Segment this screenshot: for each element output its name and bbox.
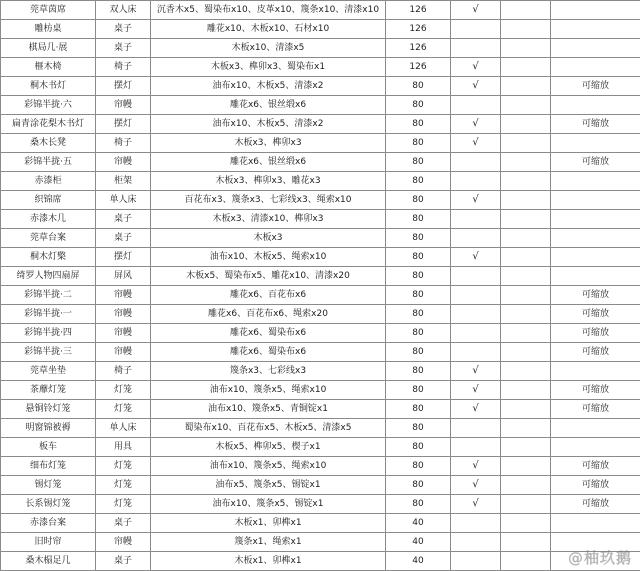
price-cell: 80 (386, 381, 451, 400)
price-cell: 80 (386, 457, 451, 476)
item-type-cell: 摆灯 (96, 77, 151, 96)
table-row (1, 134, 640, 153)
table-row (1, 419, 640, 438)
item-type-cell: 双人床 (96, 1, 151, 20)
empty-cell (501, 476, 551, 495)
item-type-cell: 单人床 (96, 191, 151, 210)
check-cell (451, 39, 501, 58)
price-cell: 80 (386, 400, 451, 419)
check-cell (451, 172, 501, 191)
check-cell: √ (451, 457, 501, 476)
note-cell (551, 96, 640, 115)
table-row (1, 362, 640, 381)
item-name-cell: 桑木榻足几 (1, 552, 96, 571)
price-cell: 80 (386, 362, 451, 381)
item-name-cell: 绮罗人物四扇屏 (1, 267, 96, 286)
materials-cell: 木板x3、榫卯x3 (151, 134, 386, 153)
item-name-cell: 赤漆柜 (1, 172, 96, 191)
item-type-cell: 柜架 (96, 172, 151, 191)
watermark: @柚玖鹅 (568, 547, 632, 568)
materials-cell: 油布x5、篾条x5、锡锭x1 (151, 476, 386, 495)
materials-cell: 蜀染布x10、百花布x5、木板x5、清漆x5 (151, 419, 386, 438)
item-name-cell: 榧木椅 (1, 58, 96, 77)
note-cell: 可缩放 (551, 77, 640, 96)
table-row (1, 96, 640, 115)
empty-cell (501, 115, 551, 134)
price-cell: 40 (386, 514, 451, 533)
item-type-cell: 灯笼 (96, 400, 151, 419)
empty-cell (501, 286, 551, 305)
check-cell: √ (451, 1, 501, 20)
check-cell (451, 533, 501, 552)
check-cell (451, 96, 501, 115)
empty-cell (501, 58, 551, 77)
price-cell: 80 (386, 324, 451, 343)
table-row (1, 58, 640, 77)
item-name-cell: 悬铜铃灯笼 (1, 400, 96, 419)
item-name-cell: 彩锦半拢·二 (1, 286, 96, 305)
note-cell: 可缩放 (551, 495, 640, 514)
table-row (1, 210, 640, 229)
note-cell (551, 267, 640, 286)
materials-cell: 篾条x1、绳索x1 (151, 533, 386, 552)
materials-cell: 油布x10、木板x5、清漆x2 (151, 115, 386, 134)
note-cell: 可缩放 (551, 343, 640, 362)
item-type-cell: 椅子 (96, 134, 151, 153)
note-cell (551, 229, 640, 248)
item-type-cell: 摆灯 (96, 248, 151, 267)
table-row (1, 400, 640, 419)
empty-cell (501, 134, 551, 153)
materials-cell: 木板x1、卯榫x1 (151, 514, 386, 533)
empty-cell (501, 552, 551, 571)
price-cell: 126 (386, 39, 451, 58)
empty-cell (501, 96, 551, 115)
item-name-cell: 扁青涂花梨木书灯 (1, 115, 96, 134)
materials-cell: 木板x5、榫卯x5、楔子x1 (151, 438, 386, 457)
note-cell: 可缩放 (551, 324, 640, 343)
item-type-cell: 桌子 (96, 552, 151, 571)
note-cell: 可缩放 (551, 457, 640, 476)
empty-cell (501, 381, 551, 400)
table-row (1, 514, 640, 533)
item-type-cell: 屏风 (96, 267, 151, 286)
price-cell: 126 (386, 58, 451, 77)
item-name-cell: 莞草茵席 (1, 1, 96, 20)
item-name-cell: 彩锦半拢·六 (1, 96, 96, 115)
item-name-cell: 板车 (1, 438, 96, 457)
materials-cell: 木板x1、卯榫x1 (151, 552, 386, 571)
note-cell: 可缩放 (551, 305, 640, 324)
materials-cell: 雕花x6、蜀染布x6 (151, 324, 386, 343)
item-type-cell: 椅子 (96, 58, 151, 77)
price-cell: 80 (386, 343, 451, 362)
item-name-cell: 旧时帘 (1, 533, 96, 552)
materials-cell: 雕花x6、银丝缎x6 (151, 153, 386, 172)
empty-cell (501, 533, 551, 552)
price-cell: 80 (386, 172, 451, 191)
note-cell: 可缩放 (551, 115, 640, 134)
note-cell (551, 172, 640, 191)
item-type-cell: 用具 (96, 438, 151, 457)
price-cell: 40 (386, 533, 451, 552)
materials-cell: 雕花x6、蜀染布x6 (151, 343, 386, 362)
empty-cell (501, 400, 551, 419)
table-row (1, 495, 640, 514)
price-cell: 80 (386, 438, 451, 457)
table-row (1, 191, 640, 210)
table-row (1, 39, 640, 58)
empty-cell (501, 438, 551, 457)
materials-cell: 木板x5、蜀染布x5、雕花x10、清漆x20 (151, 267, 386, 286)
item-name-cell: 赤漆台案 (1, 514, 96, 533)
item-type-cell: 帘幔 (96, 286, 151, 305)
check-cell: √ (451, 191, 501, 210)
note-cell: 可缩放 (551, 400, 640, 419)
empty-cell (501, 343, 551, 362)
check-cell: √ (451, 362, 501, 381)
item-type-cell: 单人床 (96, 419, 151, 438)
price-cell: 126 (386, 20, 451, 39)
item-name-cell: 彩锦半拢·五 (1, 153, 96, 172)
item-type-cell: 桌子 (96, 39, 151, 58)
note-cell (551, 39, 640, 58)
check-cell (451, 153, 501, 172)
price-cell: 80 (386, 305, 451, 324)
check-cell (451, 267, 501, 286)
item-name-cell: 桐木灯檠 (1, 248, 96, 267)
materials-cell: 沉香木x5、蜀染布x10、皮革x10、篾条x10、清漆x10 (151, 1, 386, 20)
item-type-cell: 灯笼 (96, 381, 151, 400)
item-type-cell: 帘幔 (96, 533, 151, 552)
price-cell: 80 (386, 419, 451, 438)
price-cell: 80 (386, 191, 451, 210)
price-cell: 80 (386, 115, 451, 134)
item-name-cell: 锡灯笼 (1, 476, 96, 495)
check-cell: √ (451, 476, 501, 495)
check-cell (451, 324, 501, 343)
note-cell (551, 20, 640, 39)
price-cell: 126 (386, 1, 451, 20)
item-name-cell: 雕枋桌 (1, 20, 96, 39)
materials-cell: 雕花x6、百花布x6 (151, 286, 386, 305)
note-cell (551, 1, 640, 20)
table-row (1, 153, 640, 172)
item-type-cell: 椅子 (96, 362, 151, 381)
item-type-cell: 桌子 (96, 210, 151, 229)
item-name-cell: 莞草台案 (1, 229, 96, 248)
item-name-cell: 桐木书灯 (1, 77, 96, 96)
empty-cell (501, 210, 551, 229)
check-cell (451, 343, 501, 362)
check-cell (451, 419, 501, 438)
materials-cell: 木板x3 (151, 229, 386, 248)
table-body (1, 1, 640, 571)
materials-cell: 木板x10、清漆x5 (151, 39, 386, 58)
empty-cell (501, 267, 551, 286)
check-cell: √ (451, 58, 501, 77)
note-cell (551, 58, 640, 77)
empty-cell (501, 191, 551, 210)
check-cell (451, 305, 501, 324)
item-name-cell: 明窗锦被褥 (1, 419, 96, 438)
item-type-cell: 帘幔 (96, 96, 151, 115)
empty-cell (501, 305, 551, 324)
empty-cell (501, 324, 551, 343)
item-name-cell: 彩锦半拢·四 (1, 324, 96, 343)
empty-cell (501, 20, 551, 39)
item-type-cell: 桌子 (96, 229, 151, 248)
table-row (1, 248, 640, 267)
check-cell (451, 20, 501, 39)
check-cell: √ (451, 115, 501, 134)
check-cell (451, 229, 501, 248)
materials-cell: 百花布x3、篾条x3、七彩线x3、绳索x10 (151, 191, 386, 210)
note-cell (551, 248, 640, 267)
item-type-cell: 帘幔 (96, 343, 151, 362)
materials-cell: 木板x3、榫卯x3、蜀染布x1 (151, 58, 386, 77)
item-type-cell: 桌子 (96, 20, 151, 39)
price-cell: 80 (386, 495, 451, 514)
table-row (1, 267, 640, 286)
materials-cell: 油布x10、木板x5、绳索x10 (151, 248, 386, 267)
materials-cell: 油布x10、篾条x5、绳索x10 (151, 457, 386, 476)
note-cell: 可缩放 (551, 286, 640, 305)
check-cell (451, 438, 501, 457)
table-row (1, 1, 640, 20)
check-cell (451, 552, 501, 571)
empty-cell (501, 362, 551, 381)
price-cell: 80 (386, 248, 451, 267)
price-cell: 80 (386, 77, 451, 96)
materials-cell: 油布x10、篾条x5、锡锭x1 (151, 495, 386, 514)
empty-cell (501, 495, 551, 514)
price-cell: 40 (386, 552, 451, 571)
check-cell: √ (451, 381, 501, 400)
table-row (1, 438, 640, 457)
note-cell: 可缩放 (551, 153, 640, 172)
check-cell: √ (451, 134, 501, 153)
note-cell (551, 210, 640, 229)
materials-cell: 木板x3、清漆x10、榫卯x3 (151, 210, 386, 229)
table-row (1, 286, 640, 305)
empty-cell (501, 248, 551, 267)
item-type-cell: 灯笼 (96, 495, 151, 514)
table-row (1, 115, 640, 134)
item-name-cell: 细布灯笼 (1, 457, 96, 476)
materials-cell: 油布x10、篾条x5、青铜锭x1 (151, 400, 386, 419)
materials-cell: 油布x10、篾条x5、绳索x10 (151, 381, 386, 400)
item-type-cell: 帘幔 (96, 305, 151, 324)
item-name-cell: 彩锦半拢·三 (1, 343, 96, 362)
materials-cell: 油布x10、木板x5、清漆x2 (151, 77, 386, 96)
note-cell (551, 134, 640, 153)
empty-cell (501, 229, 551, 248)
item-name-cell: 彩锦半拢·一 (1, 305, 96, 324)
table-row (1, 533, 640, 552)
item-name-cell: 莞草坐垫 (1, 362, 96, 381)
price-cell: 80 (386, 134, 451, 153)
price-cell: 80 (386, 267, 451, 286)
item-name-cell: 棋局几·展 (1, 39, 96, 58)
empty-cell (501, 39, 551, 58)
table-row (1, 229, 640, 248)
price-cell: 80 (386, 96, 451, 115)
table-row (1, 381, 640, 400)
item-name-cell: 长系锡灯笼 (1, 495, 96, 514)
item-name-cell: 茶蘼灯笼 (1, 381, 96, 400)
empty-cell (501, 172, 551, 191)
empty-cell (501, 514, 551, 533)
note-cell: 可缩放 (551, 476, 640, 495)
price-cell: 80 (386, 153, 451, 172)
table-row (1, 20, 640, 39)
item-type-cell: 帘幔 (96, 324, 151, 343)
item-type-cell: 桌子 (96, 514, 151, 533)
item-type-cell: 摆灯 (96, 115, 151, 134)
check-cell: √ (451, 495, 501, 514)
item-name-cell: 织锦席 (1, 191, 96, 210)
check-cell: √ (451, 248, 501, 267)
check-cell (451, 286, 501, 305)
item-name-cell: 桑木长凳 (1, 134, 96, 153)
item-name-cell: 赤漆木几 (1, 210, 96, 229)
table-row (1, 552, 640, 571)
empty-cell (501, 153, 551, 172)
price-cell: 80 (386, 229, 451, 248)
note-cell (551, 362, 640, 381)
table-row (1, 476, 640, 495)
empty-cell (501, 457, 551, 476)
empty-cell (501, 77, 551, 96)
item-type-cell: 灯笼 (96, 476, 151, 495)
materials-cell: 雕花x6、百花布x6、绳索x20 (151, 305, 386, 324)
table-row (1, 172, 640, 191)
price-cell: 80 (386, 210, 451, 229)
note-cell (551, 438, 640, 457)
materials-cell: 雕花x10、木板x10、石材x10 (151, 20, 386, 39)
note-cell (551, 514, 640, 533)
price-cell: 80 (386, 476, 451, 495)
empty-cell (501, 419, 551, 438)
item-type-cell: 灯笼 (96, 457, 151, 476)
check-cell (451, 514, 501, 533)
check-cell: √ (451, 400, 501, 419)
item-type-cell: 帘幔 (96, 153, 151, 172)
note-cell (551, 191, 640, 210)
check-cell (451, 210, 501, 229)
table-row (1, 343, 640, 362)
materials-cell: 篾条x3、七彩线x3 (151, 362, 386, 381)
price-cell: 80 (386, 286, 451, 305)
empty-cell (501, 1, 551, 20)
table-row (1, 305, 640, 324)
table-row (1, 457, 640, 476)
materials-cell: 雕花x6、银丝缎x6 (151, 96, 386, 115)
table-row (1, 324, 640, 343)
note-cell (551, 419, 640, 438)
table-row (1, 77, 640, 96)
note-cell: 可缩放 (551, 381, 640, 400)
materials-cell: 木板x3、榫卯x3、雕花x3 (151, 172, 386, 191)
check-cell: √ (451, 77, 501, 96)
